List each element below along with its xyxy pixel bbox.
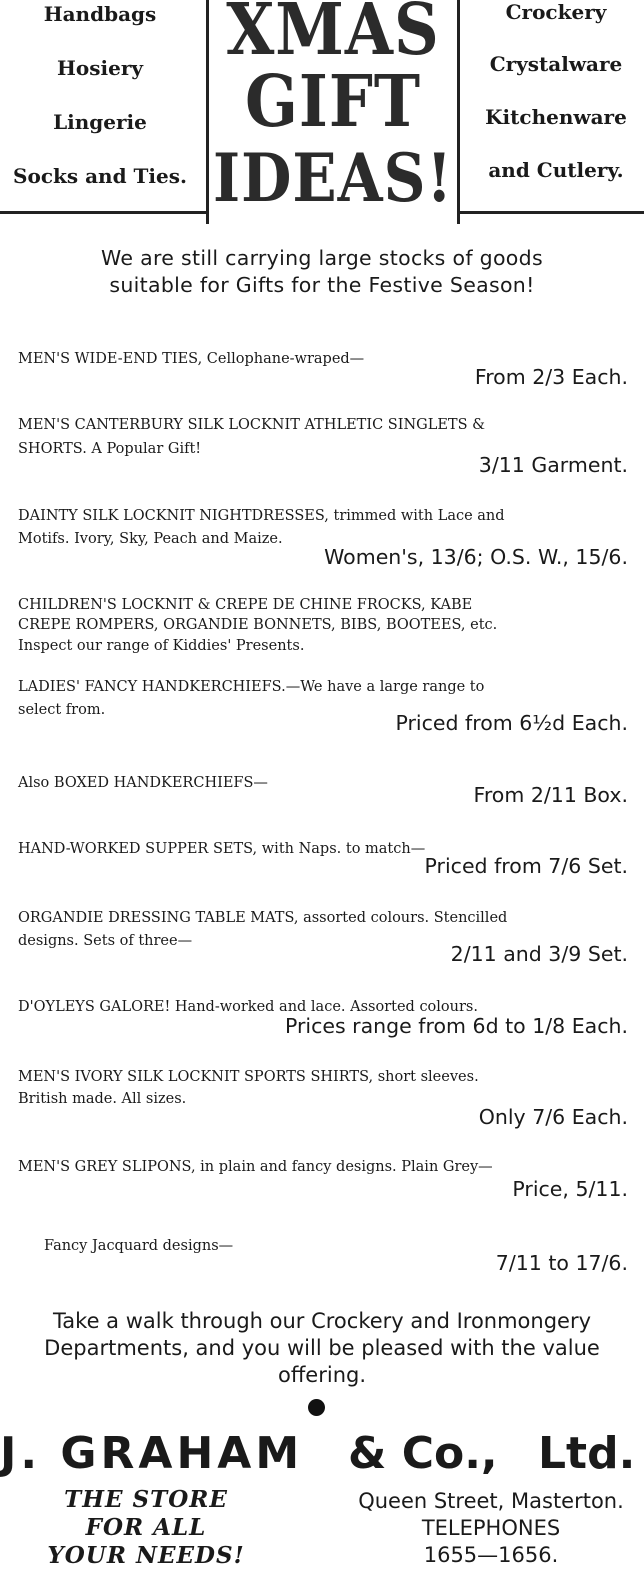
item-children-line-1: CHILDREN'S LOCKNIT & CREPE DE CHINE FROCKS, KABE xyxy=(18,597,473,613)
headline-gift: GIFT xyxy=(244,59,422,144)
item-handkerchiefs-line-1: LADIES' FANCY HANDKERCHIEFS.—We have a large range to xyxy=(18,679,485,695)
closing-line-3: offering. xyxy=(277,1363,367,1387)
address-street: Queen Street, Masterton. xyxy=(358,1489,624,1513)
intro-line-1: We are still carrying large stocks of goods xyxy=(101,246,543,270)
company-name xyxy=(0,1428,644,1484)
item-shirts-line-2: British made. All sizes. xyxy=(18,1091,187,1107)
telephones-label: TELEPHONES xyxy=(421,1516,561,1540)
store-address xyxy=(338,1488,644,1569)
item-nightdresses-price: Women's, 13/6; O.S. W., 15/6. xyxy=(324,545,628,569)
category-handbags: Handbags xyxy=(43,2,157,26)
item-ties-price: From 2/3 Each. xyxy=(474,365,628,389)
advert-header xyxy=(0,0,644,226)
company-name-part-2: & Co., xyxy=(348,1428,498,1479)
closing-line-1: Take a walk through our Crockery and Ironmongery xyxy=(52,1309,592,1333)
item-singlets-line-2: SHORTS. A Popular Gift! xyxy=(18,441,202,457)
item-shirts-line-1: MEN'S IVORY SILK LOCKNIT SPORTS SHIRTS, short sleeves. xyxy=(18,1069,479,1085)
headline-ideas: IDEAS! xyxy=(213,138,453,218)
header-rule-left xyxy=(0,211,206,214)
category-cutlery: and Cutlery. xyxy=(488,158,624,182)
category-crystalware: Crystalware xyxy=(489,52,623,76)
intro-line-2: suitable for Gifts for the Festive Season! xyxy=(109,273,535,297)
headline-xmas: XMAS xyxy=(226,0,440,72)
item-ties-description: MEN'S WIDE-END TIES, Cellophane-wraped— xyxy=(18,351,365,367)
slogan-line-1: THE STORE xyxy=(64,1486,228,1513)
item-jacquard-description: Fancy Jacquard designs— xyxy=(44,1238,234,1254)
item-doyleys-description: D'OYLEYS GALORE! Hand-worked and lace. Assorted colours. xyxy=(18,999,478,1015)
item-boxed-description: Also BOXED HANDKERCHIEFS— xyxy=(18,775,268,791)
closing-message xyxy=(0,1308,644,1389)
item-mats-price: 2/11 and 3/9 Set. xyxy=(450,942,628,966)
closing-line-2: Departments, and you will be pleased with the value xyxy=(44,1336,600,1360)
intro-text xyxy=(0,245,644,299)
slogan-line-2: FOR ALL xyxy=(85,1514,207,1541)
category-lingerie: Lingerie xyxy=(53,110,147,134)
item-shirts-price: Only 7/6 Each. xyxy=(478,1105,628,1129)
item-slipons-price: Price, 5/11. xyxy=(512,1177,628,1201)
category-kitchenware: Kitchenware xyxy=(485,105,627,129)
company-name-part-1: J. GRAHAM xyxy=(0,1428,304,1479)
item-mats-line-1: ORGANDIE DRESSING TABLE MATS, assorted colours. Stencilled xyxy=(18,910,508,926)
item-doyleys-price: Prices range from 6d to 1/8 Each. xyxy=(284,1014,628,1038)
item-supper-price: Priced from 7/6 Set. xyxy=(424,854,628,878)
category-socks-ties: Socks and Ties. xyxy=(13,164,187,188)
category-hosiery: Hosiery xyxy=(57,56,143,80)
bullet-dot xyxy=(308,1399,325,1416)
item-children-line-3: Inspect our range of Kiddies' Presents. xyxy=(18,638,305,654)
item-singlets-price: 3/11 Garment. xyxy=(478,453,628,477)
slogan-line-3: YOUR NEEDS! xyxy=(47,1542,245,1569)
item-handkerchiefs-price: Priced from 6½d Each. xyxy=(395,711,628,735)
item-handkerchiefs-line-2: select from. xyxy=(18,702,106,718)
item-slipons-description: MEN'S GREY SLIPONS, in plain and fancy designs. Plain Grey— xyxy=(18,1159,493,1175)
store-slogan xyxy=(0,1486,292,1570)
item-boxed-price: From 2/11 Box. xyxy=(473,783,628,807)
item-nightdresses-line-2: Motifs. Ivory, Sky, Peach and Maize. xyxy=(18,531,283,547)
header-rule-right xyxy=(460,211,644,214)
headline-box xyxy=(206,0,460,224)
item-singlets-line-1: MEN'S CANTERBURY SILK LOCKNIT ATHLETIC SINGLETS & xyxy=(18,417,486,433)
item-jacquard-price: 7/11 to 17/6. xyxy=(495,1251,628,1275)
category-crockery: Crockery xyxy=(505,0,607,24)
company-name-part-3: Ltd. xyxy=(538,1428,636,1479)
telephone-numbers: 1655—1656. xyxy=(423,1543,559,1567)
item-supper-description: HAND-WORKED SUPPER SETS, with Naps. to match— xyxy=(18,841,426,857)
item-mats-line-2: designs. Sets of three— xyxy=(18,933,193,949)
item-nightdresses-line-1: DAINTY SILK LOCKNIT NIGHTDRESSES, trimmed with Lace and xyxy=(18,508,505,524)
item-children-line-2: CREPE ROMPERS, ORGANDIE BONNETS, BIBS, BOOTEES, etc. xyxy=(18,617,498,633)
